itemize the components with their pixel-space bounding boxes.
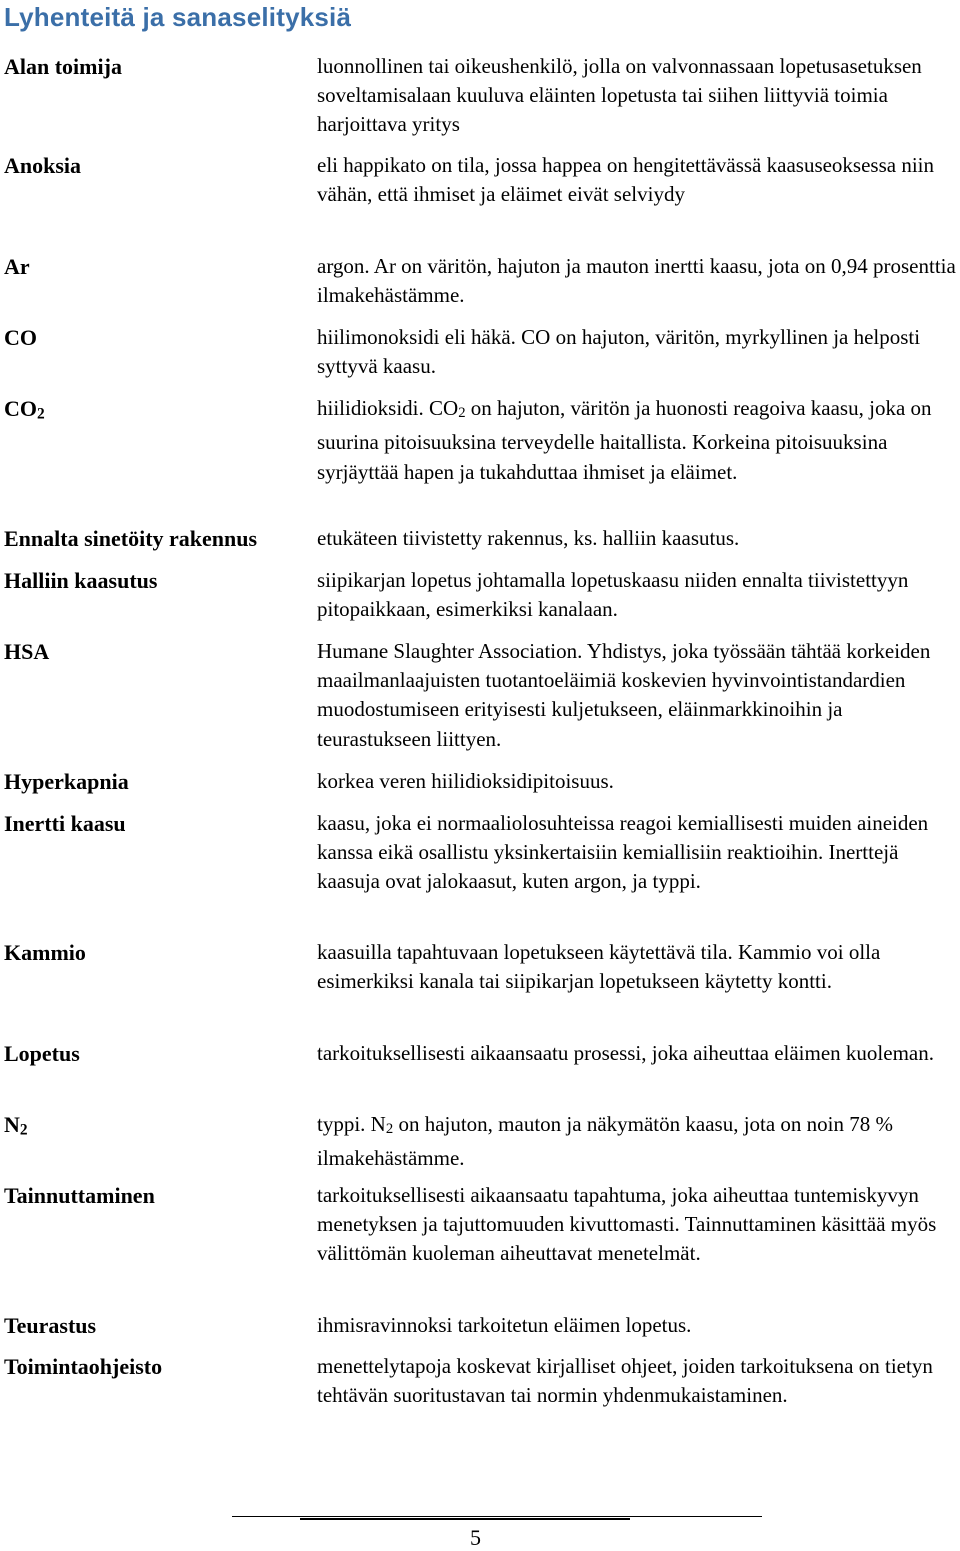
glossary-definition: korkea veren hiilidioksidipitoisuus. xyxy=(317,769,614,793)
glossary-term: Halliin kaasutus xyxy=(4,568,158,593)
glossary-definition: hiilidioksidi. $CO_2$ on hajuton, väritön ja huonosti reagoiva kaasu, joka on suurina pitoisuuksina terveydelle haitallista. Korkeina pitoisuuksina syrjäyttää hapen ja tukahduttaa ihmiset ja eläimet. xyxy=(317,396,932,484)
glossary-definition: eli happikato on tila, jossa happea on hengitettävässä kaasuseoksessa niin vähän, että ihmiset ja eläimet eivät selviydy xyxy=(317,153,935,207)
glossary-term: Teurastus xyxy=(4,1313,97,1338)
glossary-definition: hiilimonoksidi eli häkä. CO on hajuton, väritön, myrkyllinen ja helposti syttyvä kaasu. xyxy=(317,325,921,379)
glossary-term: Hyperkapnia xyxy=(4,769,129,794)
glossary-definition: kaasu, joka ei normaaliolosuhteissa reagoi kemiallisesti muiden aineiden kanssa eikä osallistu yksinkertaisiin kemiallisiin reaktioihin. Inerttejä kaasuja ovat jalokaasut, kuten argon, ja typpi. xyxy=(317,811,929,894)
glossary-definition: siipikarjan lopetus johtamalla lopetuskaasu niiden ennalta tiivistettyyn pitopaikkaan, esimerkiksi kanalaan. xyxy=(317,568,909,622)
glossary-definition: typpi. $N_2$ on hajuton, mauton ja näkymätön kaasu, jota on noin 78 % ilmakehästämme. xyxy=(317,1112,894,1171)
glossary-definition: menettelytapoja koskevat kirjalliset ohjeet, joiden tarkoituksena on tietyn tehtävän suoritustavan tai normin yhdenmukaistaminen. xyxy=(317,1354,933,1408)
glossary-term: $N_2$ xyxy=(4,1112,28,1139)
glossary-definition: argon. Ar on väritön, hajuton ja mauton inertti kaasu, jota on 0,94 prosenttia ilmakehästämme. xyxy=(317,254,956,308)
page-heading: Lyhenteitä ja sanaselityksiä xyxy=(4,2,352,32)
glossary-term: Kammio xyxy=(4,940,86,965)
glossary-term: Alan toimija xyxy=(4,54,122,79)
glossary-term: CO xyxy=(4,325,37,350)
glossary-term: Ennalta sinetöity rakennus xyxy=(4,526,258,551)
glossary-term: Inertti kaasu xyxy=(4,811,126,836)
glossary-term: $CO_2$ xyxy=(4,396,45,423)
glossary-definition: etukäteen tiivistetty rakennus, ks. halliin kaasutus. xyxy=(317,526,740,550)
glossary-term: Anoksia xyxy=(4,153,82,178)
glossary-definition: tarkoituksellisesti aikaansaatu prosessi, joka aiheuttaa eläimen kuoleman. xyxy=(317,1041,934,1065)
glossary-term: HSA xyxy=(4,639,50,664)
glossary-definition: luonnollinen tai oikeushenkilö, jolla on valvonnassaan lopetusasetuksen soveltamisalaan kuuluva eläinten lopetusta tai siihen liittyviä toimia harjoittava yritys xyxy=(317,54,922,137)
glossary-definition: Humane Slaughter Association. Yhdistys, joka työssään tähtää korkeiden maailmanlaajuisten tuotantoeläimiä koskevien hyvinvointistandardien muodostumiseen erityisesti kuljetukseen, eläinmarkkinoihin ja teurastukseen liittyen. xyxy=(317,639,931,751)
glossary-term: Toimintaohjeisto xyxy=(4,1354,163,1379)
glossary-term: Ar xyxy=(4,254,30,279)
glossary-definition: tarkoituksellisesti aikaansaatu tapahtuma, joka aiheuttaa tuntemiskyvyn menetyksen ja tajuttomuuden kivuttomasti. Tainnuttaminen käsittää myös välittömän kuoleman aiheuttavat menetelmät. xyxy=(317,1183,937,1266)
page-number: 5 xyxy=(470,1525,481,1550)
footer-divider xyxy=(232,1516,762,1517)
glossary-term: Tainnuttaminen xyxy=(4,1183,155,1208)
glossary-definition: ihmisravinnoksi tarkoitetun eläimen lopetus. xyxy=(317,1313,692,1337)
footer-divider-accent xyxy=(300,1518,630,1520)
glossary-definition: kaasuilla tapahtuvaan lopetukseen käytettävä tila. Kammio voi olla esimerkiksi kanala tai siipikarjan lopetukseen käytetty kontti. xyxy=(317,940,881,994)
glossary-term: Lopetus xyxy=(4,1041,80,1066)
